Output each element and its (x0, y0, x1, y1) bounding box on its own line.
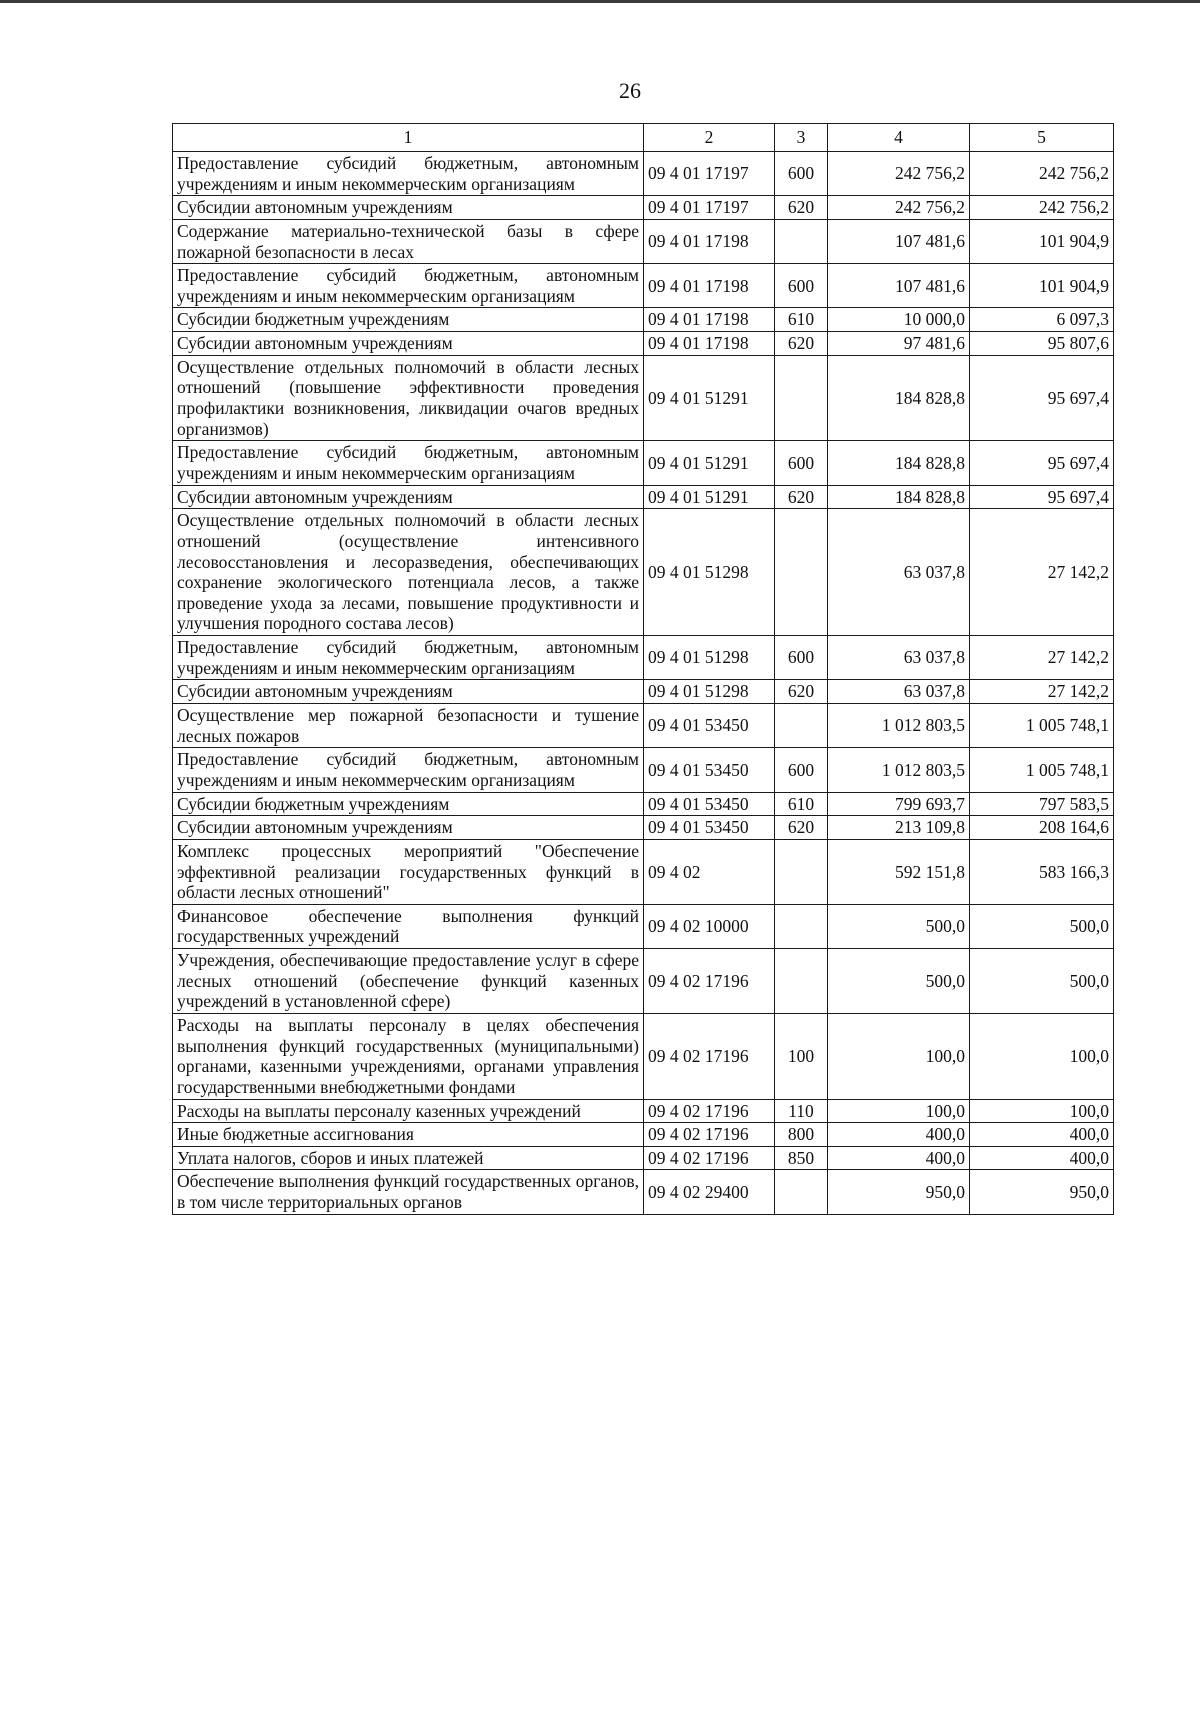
row-name-cell: Предоставление субсидий бюджетным, автономным учреждениям и иным некоммерческим организациям (173, 152, 644, 196)
row-type-cell: 620 (775, 680, 828, 704)
header-row (173, 124, 1114, 152)
row-name-cell: Обеспечение выполнения функций государственных органов, в том числе территориальных органов (173, 1170, 644, 1214)
row-code-cell: 09 4 01 53450 (644, 816, 775, 840)
row-name-cell: Субсидии бюджетным учреждениям (173, 792, 644, 816)
row-amount-1-cell: 950,0 (828, 1170, 970, 1214)
row-amount-1-cell: 97 481,6 (828, 332, 970, 356)
row-type-cell (775, 509, 828, 636)
row-amount-1-cell: 500,0 (828, 949, 970, 1014)
row-type-cell: 600 (775, 264, 828, 308)
row-type-cell (775, 355, 828, 441)
row-code-cell: 09 4 01 51291 (644, 355, 775, 441)
row-amount-1-cell: 100,0 (828, 1099, 970, 1123)
row-name-cell: Субсидии автономным учреждениям (173, 485, 644, 509)
table-row (173, 1123, 1114, 1147)
row-amount-1-cell: 242 756,2 (828, 196, 970, 220)
table-row (173, 904, 1114, 948)
row-type-cell: 610 (775, 792, 828, 816)
row-amount-1-cell: 242 756,2 (828, 152, 970, 196)
row-type-cell: 600 (775, 748, 828, 792)
table-row (173, 839, 1114, 904)
row-amount-1-cell: 1 012 803,5 (828, 704, 970, 748)
row-type-cell: 800 (775, 1123, 828, 1147)
row-amount-2-cell: 400,0 (970, 1123, 1114, 1147)
row-type-cell: 600 (775, 152, 828, 196)
row-amount-2-cell: 1 005 748,1 (970, 748, 1114, 792)
row-type-cell: 100 (775, 1013, 828, 1099)
row-code-cell: 09 4 02 17196 (644, 1099, 775, 1123)
row-type-cell (775, 904, 828, 948)
table-row (173, 704, 1114, 748)
row-amount-1-cell: 63 037,8 (828, 636, 970, 680)
row-code-cell: 09 4 02 29400 (644, 1170, 775, 1214)
row-amount-2-cell: 95 807,6 (970, 332, 1114, 356)
row-name-cell: Субсидии автономным учреждениям (173, 680, 644, 704)
row-amount-1-cell: 213 109,8 (828, 816, 970, 840)
row-amount-1-cell: 100,0 (828, 1013, 970, 1099)
row-amount-2-cell: 500,0 (970, 904, 1114, 948)
row-code-cell: 09 4 01 17197 (644, 152, 775, 196)
row-code-cell: 09 4 01 51298 (644, 636, 775, 680)
row-type-cell: 610 (775, 308, 828, 332)
column-header-amount-1: 4 (828, 124, 970, 152)
row-amount-2-cell: 797 583,5 (970, 792, 1114, 816)
table-row (173, 792, 1114, 816)
row-type-cell: 600 (775, 441, 828, 485)
table-row (173, 1013, 1114, 1099)
table-row (173, 1170, 1114, 1214)
row-amount-1-cell: 400,0 (828, 1146, 970, 1170)
row-code-cell: 09 4 01 53450 (644, 792, 775, 816)
row-amount-1-cell: 107 481,6 (828, 264, 970, 308)
row-type-cell (775, 219, 828, 263)
row-amount-1-cell: 184 828,8 (828, 355, 970, 441)
row-amount-2-cell: 27 142,2 (970, 509, 1114, 636)
row-code-cell: 09 4 02 17196 (644, 949, 775, 1014)
row-amount-1-cell: 184 828,8 (828, 441, 970, 485)
table-row (173, 748, 1114, 792)
row-name-cell: Расходы на выплаты персоналу в целях обеспечения выполнения функций государственных (муниципальными) органами, казенными учреждениями, органами управления государственными внебюджетными фондами (173, 1013, 644, 1099)
row-code-cell: 09 4 02 10000 (644, 904, 775, 948)
row-code-cell: 09 4 02 (644, 839, 775, 904)
row-code-cell: 09 4 02 17196 (644, 1123, 775, 1147)
row-type-cell (775, 1170, 828, 1214)
row-amount-2-cell: 101 904,9 (970, 264, 1114, 308)
row-type-cell: 110 (775, 1099, 828, 1123)
row-type-cell (775, 704, 828, 748)
row-amount-1-cell: 10 000,0 (828, 308, 970, 332)
table-row (173, 196, 1114, 220)
table-row (173, 816, 1114, 840)
row-amount-2-cell: 583 166,3 (970, 839, 1114, 904)
table-body (173, 152, 1114, 1215)
table-row (173, 332, 1114, 356)
table-row (173, 355, 1114, 441)
row-amount-1-cell: 1 012 803,5 (828, 748, 970, 792)
row-code-cell: 09 4 02 17196 (644, 1146, 775, 1170)
row-code-cell: 09 4 01 17198 (644, 308, 775, 332)
row-type-cell: 850 (775, 1146, 828, 1170)
row-code-cell: 09 4 01 51298 (644, 509, 775, 636)
row-code-cell: 09 4 01 51298 (644, 680, 775, 704)
table-row (173, 485, 1114, 509)
table-row (173, 441, 1114, 485)
row-amount-2-cell: 400,0 (970, 1146, 1114, 1170)
row-name-cell: Субсидии автономным учреждениям (173, 816, 644, 840)
row-amount-2-cell: 27 142,2 (970, 680, 1114, 704)
column-header-amount-2: 5 (970, 124, 1114, 152)
row-amount-2-cell: 27 142,2 (970, 636, 1114, 680)
row-amount-1-cell: 63 037,8 (828, 509, 970, 636)
row-type-cell: 600 (775, 636, 828, 680)
row-name-cell: Субсидии автономным учреждениям (173, 332, 644, 356)
column-header-type: 3 (775, 124, 828, 152)
table-row (173, 1099, 1114, 1123)
row-name-cell: Осуществление отдельных полномочий в области лесных отношений (повышение эффективности проведения профилактики возникновения, ликвидации очагов вредных организмов) (173, 355, 644, 441)
table-row (173, 219, 1114, 263)
table-row (173, 264, 1114, 308)
table-row (173, 308, 1114, 332)
page-number: 26 (619, 78, 641, 103)
row-amount-1-cell: 592 151,8 (828, 839, 970, 904)
row-type-cell: 620 (775, 332, 828, 356)
row-name-cell: Учреждения, обеспечивающие предоставление услуг в сфере лесных отношений (обеспечение функций казенных учреждений в установленной сфере) (173, 949, 644, 1014)
row-amount-2-cell: 100,0 (970, 1013, 1114, 1099)
row-code-cell: 09 4 02 17196 (644, 1013, 775, 1099)
table-row (173, 949, 1114, 1014)
row-amount-2-cell: 242 756,2 (970, 196, 1114, 220)
table-row (173, 680, 1114, 704)
row-name-cell: Предоставление субсидий бюджетным, автономным учреждениям и иным некоммерческим организациям (173, 441, 644, 485)
row-type-cell: 620 (775, 485, 828, 509)
table-row (173, 1146, 1114, 1170)
row-amount-2-cell: 95 697,4 (970, 485, 1114, 509)
row-code-cell: 09 4 01 17198 (644, 219, 775, 263)
row-amount-2-cell: 95 697,4 (970, 355, 1114, 441)
row-code-cell: 09 4 01 17198 (644, 264, 775, 308)
row-amount-1-cell: 107 481,6 (828, 219, 970, 263)
row-type-cell: 620 (775, 816, 828, 840)
row-type-cell (775, 839, 828, 904)
budget-table (172, 123, 1114, 1215)
column-header-name: 1 (173, 124, 644, 152)
row-name-cell: Финансовое обеспечение выполнения функций государственных учреждений (173, 904, 644, 948)
row-name-cell: Комплекс процессных мероприятий "Обеспечение эффективной реализации государственных функций в области лесных отношений" (173, 839, 644, 904)
row-amount-2-cell: 500,0 (970, 949, 1114, 1014)
row-code-cell: 09 4 01 17197 (644, 196, 775, 220)
row-type-cell: 620 (775, 196, 828, 220)
row-name-cell: Предоставление субсидий бюджетным, автономным учреждениям и иным некоммерческим организациям (173, 748, 644, 792)
top-border-line (0, 0, 1200, 3)
row-name-cell: Иные бюджетные ассигнования (173, 1123, 644, 1147)
row-name-cell: Предоставление субсидий бюджетным, автономным учреждениям и иным некоммерческим организациям (173, 264, 644, 308)
table-row (173, 509, 1114, 636)
row-name-cell: Расходы на выплаты персоналу казенных учреждений (173, 1099, 644, 1123)
row-amount-2-cell: 6 097,3 (970, 308, 1114, 332)
row-amount-2-cell: 101 904,9 (970, 219, 1114, 263)
row-name-cell: Осуществление мер пожарной безопасности и тушение лесных пожаров (173, 704, 644, 748)
row-amount-1-cell: 500,0 (828, 904, 970, 948)
row-name-cell: Субсидии автономным учреждениям (173, 196, 644, 220)
row-code-cell: 09 4 01 51291 (644, 485, 775, 509)
row-code-cell: 09 4 01 51291 (644, 441, 775, 485)
row-amount-2-cell: 100,0 (970, 1099, 1114, 1123)
row-name-cell: Уплата налогов, сборов и иных платежей (173, 1146, 644, 1170)
row-name-cell: Предоставление субсидий бюджетным, автономным учреждениям и иным некоммерческим организациям (173, 636, 644, 680)
row-code-cell: 09 4 01 53450 (644, 704, 775, 748)
row-name-cell: Содержание материально-технической базы в сфере пожарной безопасности в лесах (173, 219, 644, 263)
table-row (173, 152, 1114, 196)
row-amount-2-cell: 950,0 (970, 1170, 1114, 1214)
row-amount-1-cell: 400,0 (828, 1123, 970, 1147)
row-amount-2-cell: 1 005 748,1 (970, 704, 1114, 748)
row-name-cell: Осуществление отдельных полномочий в области лесных отношений (осуществление интенсивного лесовосстановления и лесоразведения, обеспечивающих сохранение экологического потенциала лесов, а также проведение ухода за лесами, повышение продуктивности и улучшения породного состава лесов) (173, 509, 644, 636)
row-amount-2-cell: 242 756,2 (970, 152, 1114, 196)
row-code-cell: 09 4 01 17198 (644, 332, 775, 356)
row-amount-2-cell: 95 697,4 (970, 441, 1114, 485)
row-amount-1-cell: 184 828,8 (828, 485, 970, 509)
row-name-cell: Субсидии бюджетным учреждениям (173, 308, 644, 332)
row-amount-2-cell: 208 164,6 (970, 816, 1114, 840)
table-row (173, 636, 1114, 680)
row-amount-1-cell: 63 037,8 (828, 680, 970, 704)
row-code-cell: 09 4 01 53450 (644, 748, 775, 792)
column-header-code: 2 (644, 124, 775, 152)
row-amount-1-cell: 799 693,7 (828, 792, 970, 816)
row-type-cell (775, 949, 828, 1014)
